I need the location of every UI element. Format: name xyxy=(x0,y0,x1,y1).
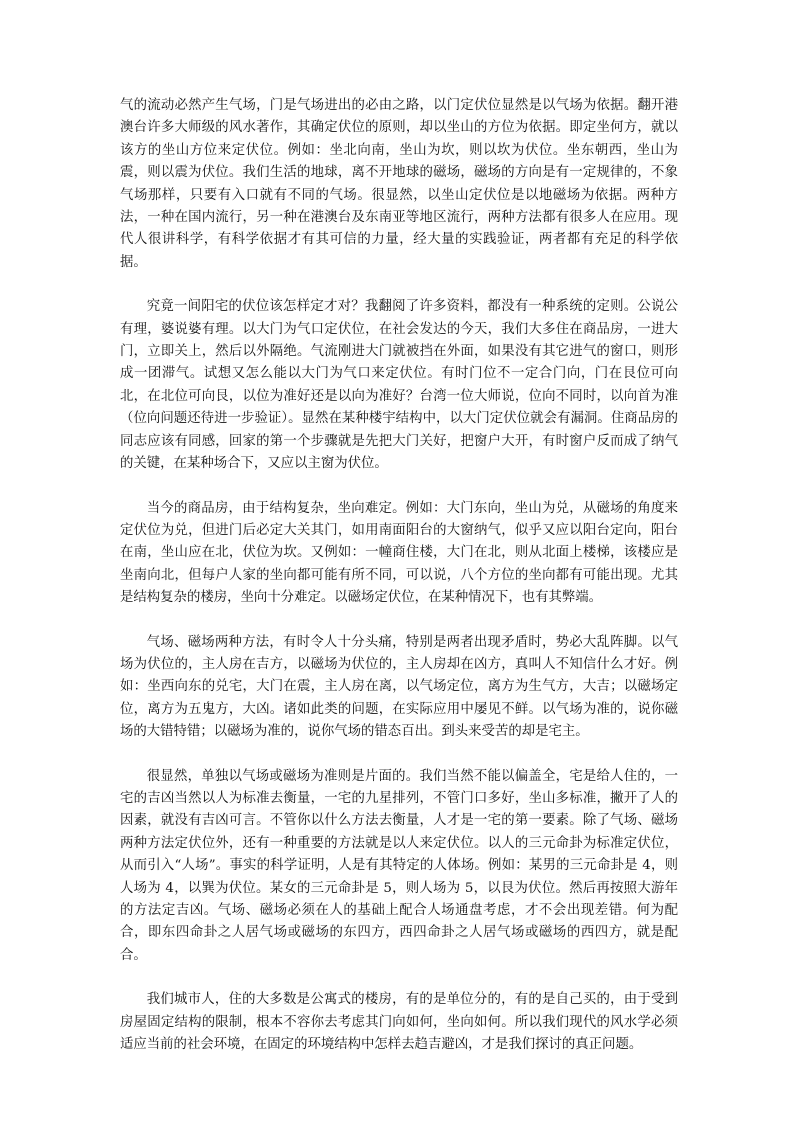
document-body xyxy=(120,95,678,1078)
paragraph-1: 气的流动必然产生气场，门是气场进出的必由之路，以门定伏位显然是以气场为依据。翻开港澳台许多大师级的风水著作，其确定伏位的原则，却以坐山的方位为依据。即定坐何方，就以该方的坐山方位来定伏位。例如：坐北向南，坐山为坎，则以坎为伏位。坐东朝西，坐山为震，则以震为伏位。我们生活的地球，离不开地球的磁场，磁场的方向是有一定规律的，不象气场那样，只要有入口就有不同的气场。很显然，以坐山定伏位是以地磁场为依据。两种方法，一种在国内流行，另一种在港澳台及东南亚等地区流行，两种方法都有很多人在应用。现代人很讲科学，有科学依据才有其可信的力量，经大量的实践验证，两者都有充足的科学依据。 xyxy=(120,98,678,270)
paragraph-6: 我们城市人，住的大多数是公寓式的楼房，有的是单位分的，有的是自己买的，由于受到房屋固定结构的限制，根本不容你去考虑其门向如何，坐向如何。所以我们现代的风水学必须适应当前的社会环境，在固定的环境结构中怎样去趋吉避凶，才是我们探讨的真正问题。 xyxy=(120,992,678,1053)
paragraph-2: 究竟一间阳宅的伏位该怎样定才对？我翻阅了许多资料，都没有一种系统的定则。公说公有理，婆说婆有理。以大门为气口定伏位，在社会发达的今天，我们大多住在商品房，一进大门，立即关上，然后以外隔绝。气流刚进大门就被挡在外面，如果没有其它进气的窗口，则形成一团滞气。试想又怎么能以大门为气口来定伏位。有时门位不一定合门向，门在艮位可向北，在北位可向艮，以位为准好还是以向为准好？台湾一位大师说，位向不同时，以向首为准（位向问题还待进一步验证）。显然在某种楼宇结构中，以大门定伏位就会有漏洞。住商品房的同志应该有同感，回家的第一个步骤就是先把大门关好，把窗户大开，有时窗户反而成了纳气的关键，在某种场合下，又应以主窗为伏位。 xyxy=(120,299,678,472)
paragraph-3: 当今的商品房，由于结构复杂，坐向难定。例如：大门东向，坐山为兑，从磁场的角度来定伏位为兑，但进门后必定大关其门，如用南面阳台的大窗纳气，似乎又应以阳台定向，阳台在南，坐山应在北，伏位为坎。又例如：一幢商住楼，大门在北，则从北面上楼梯，该楼应是坐南向北，但每户人家的坐向都可能有所不同，可以说，八个方位的坐向都有可能出现。尤其是结构复杂的楼房，坐向十分难定。以磁场定伏位，在某种情况下，也有其弊端。 xyxy=(120,500,678,606)
paragraph-4: 气场、磁场两种方法，有时令人十分头痛，特别是两者出现矛盾时，势必大乱阵脚。以气场为伏位的，主人房在吉方，以磁场为伏位的，主人房却在凶方，真叫人不知信什么才好。例如：坐西向东的兑宅，大门在震，主人房在离，以气场定位，离方为生气方，大吉；以磁场定位，离方为五鬼方，大凶。诸如此类的问题，在实际应用中屡见不鲜。以气场为准的，说你磁场的大错特错；以磁场为准的，说你气场的错态百出。到头来受苦的却是宅主。 xyxy=(120,634,678,740)
paragraph-5: 很显然，单独以气场或磁场为准则是片面的。我们当然不能以偏盖全，宅是给人住的，一宅的吉凶当然以人为标准去衡量，一宅的九星排列，不管门口多好，坐山多标准，撇开了人的因素，就没有吉凶可言。不管你以什么方法去衡量，人才是一宅的第一要素。除了气场、磁场两种方法定伏位外，还有一种重要的方法就是以人来定伏位。以人的三元命卦为标准定伏位，从而引入“人场”。事实的科学证明，人是有其特定的人体场。例如：某男的三元命卦是 4，则人场为 4，以巽为伏位。某女的三元命卦是 5，则人场为 5，以艮为伏位。然后再按照大游年的方法定吉凶。气场、磁场必须在人的基础上配合人场通盘考虑，才不会出现差错。何为配合，即东四命卦之人居气场或磁场的东四方，西四命卦之人居气场或磁场的西四方，就是配合。 xyxy=(120,768,678,963)
